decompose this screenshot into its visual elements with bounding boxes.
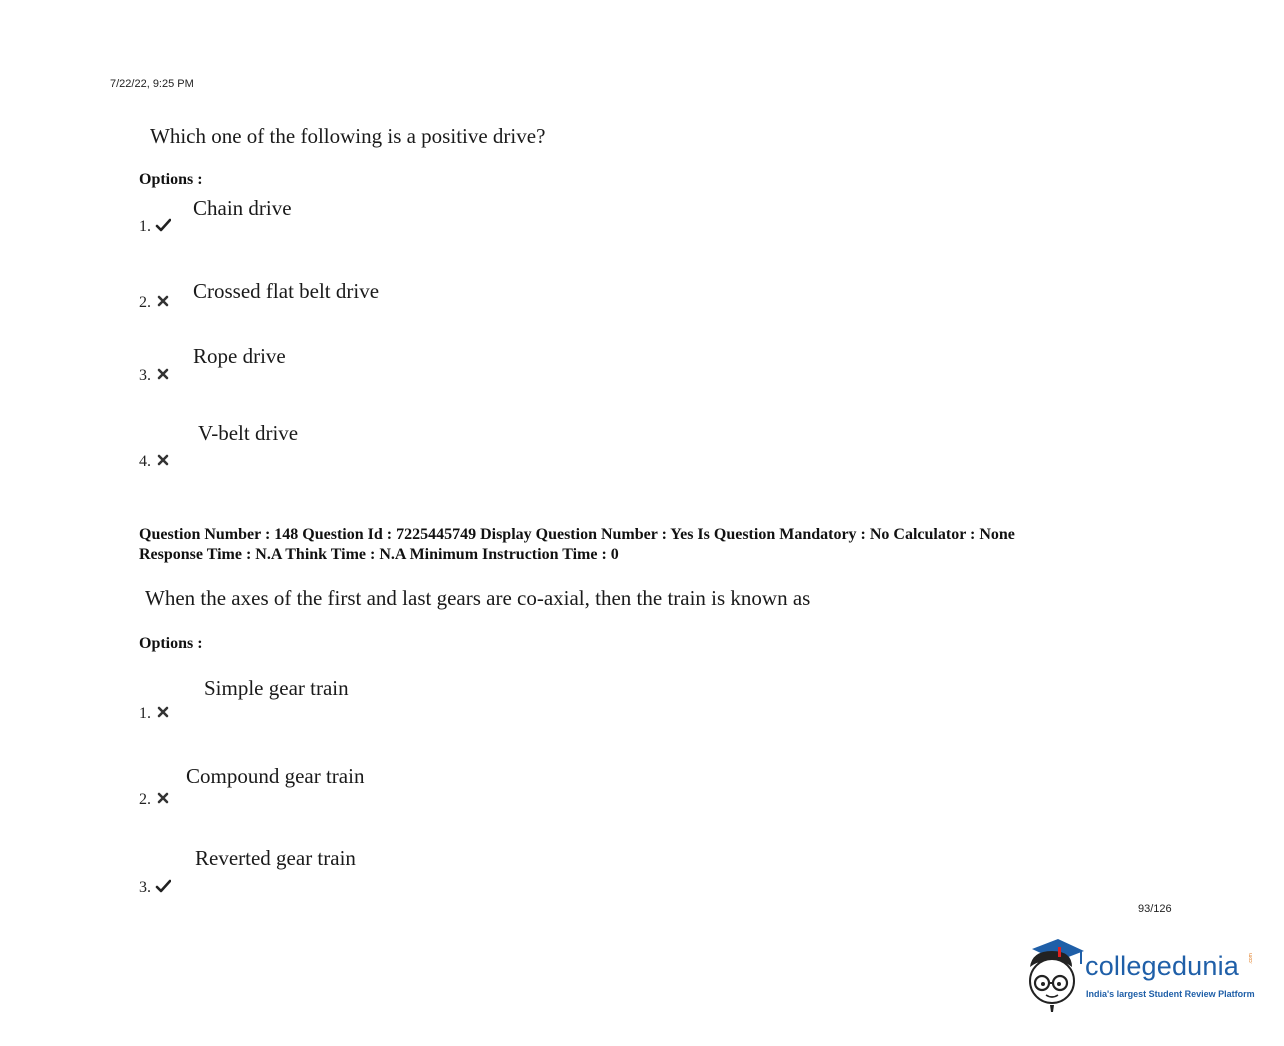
cross-icon [155, 366, 171, 382]
q2-option-1 [139, 704, 171, 723]
q1-option-2-number: 2. [139, 294, 151, 311]
q1-option-1 [139, 217, 171, 236]
q2-option-3-number: 3. [139, 879, 151, 896]
q2-option-1-text: Simple gear train [204, 676, 349, 700]
logo-tagline: India's largest Student Review Platform [1086, 989, 1255, 999]
q1-option-4-number: 4. [139, 453, 151, 470]
question-2-meta-line-2: Response Time : N.A Think Time : N.A Minimum Instruction Time : 0 [139, 546, 619, 563]
q2-option-3-text: Reverted gear train [195, 846, 356, 870]
q1-option-3-number: 3. [139, 367, 151, 384]
question-2-text: When the axes of the first and last gears are co-axial, then the train is known as [145, 586, 811, 610]
q1-option-4-text: V-belt drive [198, 421, 299, 445]
question-1-text: Which one of the following is a positive drive? [150, 124, 546, 148]
q1-option-4 [139, 452, 171, 471]
collegedunia-logo[interactable] [1022, 937, 1262, 1017]
q2-option-2-text: Compound gear train [186, 764, 365, 788]
cross-icon [155, 704, 171, 720]
q2-option-2 [139, 790, 171, 809]
q1-option-3-text: Rope drive [193, 344, 286, 368]
q1-option-1-number: 1. [139, 218, 151, 235]
cross-icon [155, 452, 171, 468]
logo-wordmark: collegedunia [1085, 951, 1240, 981]
q1-option-3 [139, 366, 171, 385]
question-1-options-label: Options : [139, 171, 203, 188]
page-number: 93/126 [1138, 903, 1172, 915]
q1-option-2 [139, 293, 171, 312]
q2-option-1-number: 1. [139, 705, 151, 722]
q1-option-2-text: Crossed flat belt drive [193, 279, 380, 303]
q2-option-3 [139, 878, 171, 897]
question-2-options-label: Options : [139, 635, 203, 652]
check-icon [155, 878, 171, 894]
logo-suffix: .com [1248, 953, 1254, 964]
print-timestamp: 7/22/22, 9:25 PM [110, 78, 194, 90]
q2-option-2-number: 2. [139, 791, 151, 808]
check-icon [155, 217, 171, 233]
mascot-icon [1022, 937, 1086, 1013]
q1-option-1-text: Chain drive [193, 196, 292, 220]
cross-icon [155, 293, 171, 309]
cross-icon [155, 790, 171, 806]
question-2-meta-line-1: Question Number : 148 Question Id : 7225445749 Display Question Number : Yes Is Question Mandatory : No Calculator : None [139, 526, 1015, 543]
